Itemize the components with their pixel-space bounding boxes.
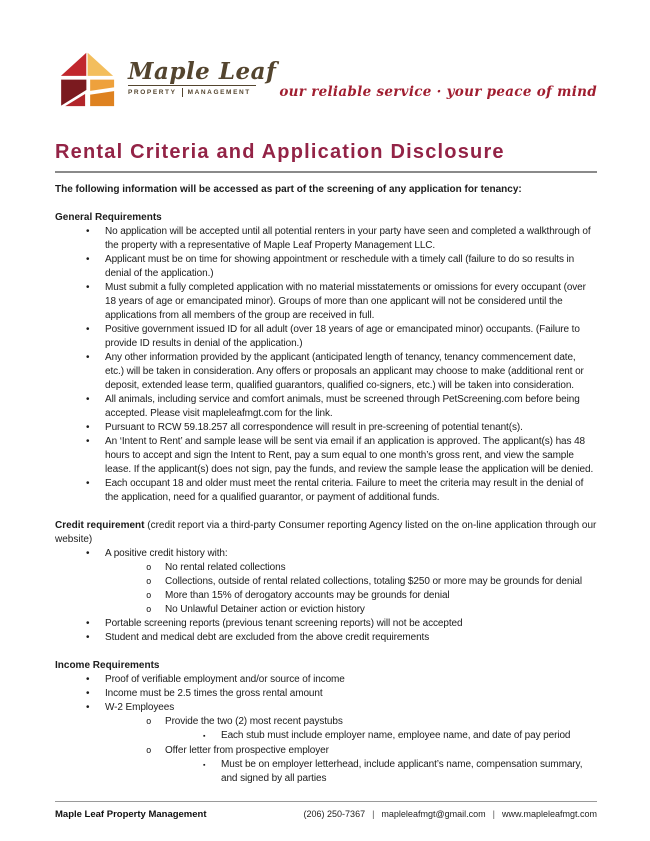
section-heading-bold: General Requirements: [55, 212, 162, 223]
footer-company-name: Maple Leaf Property Management: [55, 809, 207, 820]
title-divider: [55, 171, 597, 173]
bullet-marker: o: [146, 563, 152, 573]
bullet-text: Offer letter from prospective employer: [165, 745, 329, 756]
bullet-text: Collections, outside of rental related collections, totaling $250 or more may be grounds for denial: [165, 576, 583, 587]
bullet-item: [55, 758, 597, 786]
brand-tagline: our reliable service · your peace of mind: [279, 84, 597, 100]
bullet-item: [55, 421, 597, 435]
bullet-marker: •: [86, 226, 90, 237]
footer-separator: |: [372, 809, 375, 819]
bullet-item: [55, 323, 597, 351]
bullet-marker: •: [86, 422, 90, 433]
bullet-marker: •: [86, 324, 90, 335]
bullet-item: [55, 729, 597, 744]
bullet-marker: •: [86, 548, 90, 559]
bullet-marker: •: [86, 702, 90, 713]
section-income-requirements: [55, 659, 597, 786]
bullet-list: [55, 225, 597, 505]
logo-subtitle-right: MANAGEMENT: [187, 88, 251, 96]
page-title: Rental Criteria and Application Disclosure: [55, 141, 505, 163]
logo-subtitle-left: PROPERTY: [128, 88, 177, 96]
bullet-text: W-2 Employees: [105, 702, 175, 713]
logo-wordmark: [128, 57, 277, 99]
bullet-item: [55, 715, 597, 729]
bullet-text: A positive credit history with:: [105, 548, 228, 559]
footer-email: mapleleafmgt@gmail.com: [381, 809, 486, 819]
bullet-item: [55, 701, 597, 715]
bullet-item: [55, 253, 597, 281]
house-logo-icon: [55, 50, 119, 108]
bullet-marker: o: [146, 605, 152, 615]
section-heading-rest: (credit report via a third-party Consumer reporting Agency listed on the on-line application through our website): [55, 520, 597, 545]
bullet-text: Portable screening reports (previous tenant screening reports) will not be accepted: [105, 618, 463, 629]
bullet-marker: •: [86, 254, 90, 265]
section-general-requirements: [55, 211, 597, 505]
bullet-text: Student and medical debt are excluded from the above credit requirements: [105, 632, 430, 643]
logo-company-name: Maple Leaf: [128, 57, 277, 85]
bullet-item: [55, 575, 597, 589]
footer-contact-info: [304, 809, 597, 819]
bullet-marker: ▪: [203, 762, 206, 769]
logo-subtitle-divider: [182, 88, 183, 97]
bullet-marker: •: [86, 436, 90, 447]
footer-phone: (206) 250-7367: [303, 809, 366, 819]
bullet-marker: o: [146, 591, 152, 601]
bullet-text: Pursuant to RCW 59.18.257 all correspondence will result in pre-screening of potential tenant(s).: [105, 422, 523, 433]
bullet-list: [55, 547, 597, 645]
bullet-text: An ‘Intent to Rent’ and sample lease will be sent via email if an application is approved. The applicant(s) has 48 hours to accept and sign the Intent to Rent, pay a sum equal to one month’s gross rent, and view the sample lease. If the applicant(s) does not sign, pay the funds, and review the sample lease the application will be denied.: [105, 436, 594, 475]
bullet-text: Proof of verifiable employment and/or source of income: [105, 674, 345, 685]
bullet-item: [55, 435, 597, 477]
section-heading-bold: Income Requirements: [55, 660, 160, 671]
bullet-marker: •: [86, 632, 90, 643]
bullet-text: Income must be 2.5 times the gross rental amount: [105, 688, 323, 699]
bullet-text: No rental related collections: [165, 562, 286, 573]
bullet-marker: •: [86, 352, 90, 363]
maple-leaf-logo: [55, 50, 276, 108]
bullet-item: [55, 225, 597, 253]
bullet-marker: •: [86, 688, 90, 699]
bullet-item: [55, 744, 597, 758]
footer-divider: [55, 801, 597, 802]
bullet-marker: ▪: [203, 733, 206, 740]
bullet-item: [55, 561, 597, 575]
bullet-text: Must submit a fully completed application with no material misstatements or omissions for every occupant (over 18 years of age or emancipated minor). Groups of more than one applicant will not be considered until the applications from all members of the group are received in full.: [105, 282, 586, 321]
section-heading: [55, 519, 597, 547]
footer-website: www.mapleleafmgt.com: [501, 809, 597, 819]
bullet-item: [55, 393, 597, 421]
bullet-text: Provide the two (2) most recent paystubs: [165, 716, 343, 727]
bullet-text: No Unlawful Detainer action or eviction history: [165, 604, 365, 615]
bullet-marker: •: [86, 618, 90, 629]
bullet-list: [55, 673, 597, 786]
section-heading: [55, 211, 597, 225]
logo-subtitle: [128, 85, 256, 97]
bullet-marker: •: [86, 478, 90, 489]
bullet-text: Each stub must include employer name, employee name, and date of pay period: [221, 730, 571, 741]
bullet-text: Any other information provided by the applicant (anticipated length of tenancy, tenancy commencement date, etc.) will be taken in consideration. Any offers or proposals an applicant may choose to make (additional rent or deposit, extended lease term, qualified guarantors, qualified co-signers, etc.) will be taken into consideration.: [105, 352, 584, 391]
bullet-text: Positive government issued ID for all adult (over 18 years of age or emancipated minor) occupants. (Failure to provide ID results in denial of the application.): [105, 324, 580, 349]
bullet-text: Applicant must be on time for showing appointment or reschedule with a timely call (failure to do so results in denial of the application.): [105, 254, 575, 279]
bullet-item: [55, 351, 597, 393]
bullet-item: [55, 617, 597, 631]
bullet-item: [55, 589, 597, 603]
bullet-text: Each occupant 18 and older must meet the rental criteria. Failure to meet the criteria may result in the denial of the application, need for a qualified guarantor, or payment of additional funds.: [105, 478, 584, 503]
section-heading: [55, 659, 597, 673]
document-footer: [55, 801, 597, 820]
bullet-item: [55, 477, 597, 505]
bullet-marker: •: [86, 674, 90, 685]
footer-separator: |: [492, 809, 495, 819]
bullet-marker: o: [146, 717, 152, 727]
bullet-text: More than 15% of derogatory accounts may be grounds for denial: [165, 590, 450, 601]
bullet-text: All animals, including service and comfort animals, must be screened through PetScreening.com before being accepted. Please visit mapleleafmgt.com for the link.: [105, 394, 580, 419]
bullet-item: [55, 281, 597, 323]
bullet-marker: •: [86, 394, 90, 405]
bullet-marker: o: [146, 577, 152, 587]
bullet-item: [55, 687, 597, 701]
bullet-text: Must be on employer letterhead, include applicant’s name, compensation summary, and signed by all parties: [221, 759, 583, 784]
bullet-item: [55, 673, 597, 687]
section-heading-bold: Credit requirement: [55, 520, 145, 531]
bullet-item: [55, 631, 597, 645]
intro-statement: The following information will be accessed as part of the screening of any application for tenancy:: [55, 184, 522, 195]
bullet-item: [55, 547, 597, 561]
bullet-item: [55, 603, 597, 617]
bullet-marker: o: [146, 746, 152, 756]
bullet-text: No application will be accepted until all potential renters in your party have seen and completed a walkthrough of the property with a representative of Maple Leaf Property Management LLC.: [105, 226, 591, 251]
document-header: [55, 0, 597, 108]
bullet-marker: •: [86, 282, 90, 293]
section-credit-requirement: [55, 519, 597, 645]
